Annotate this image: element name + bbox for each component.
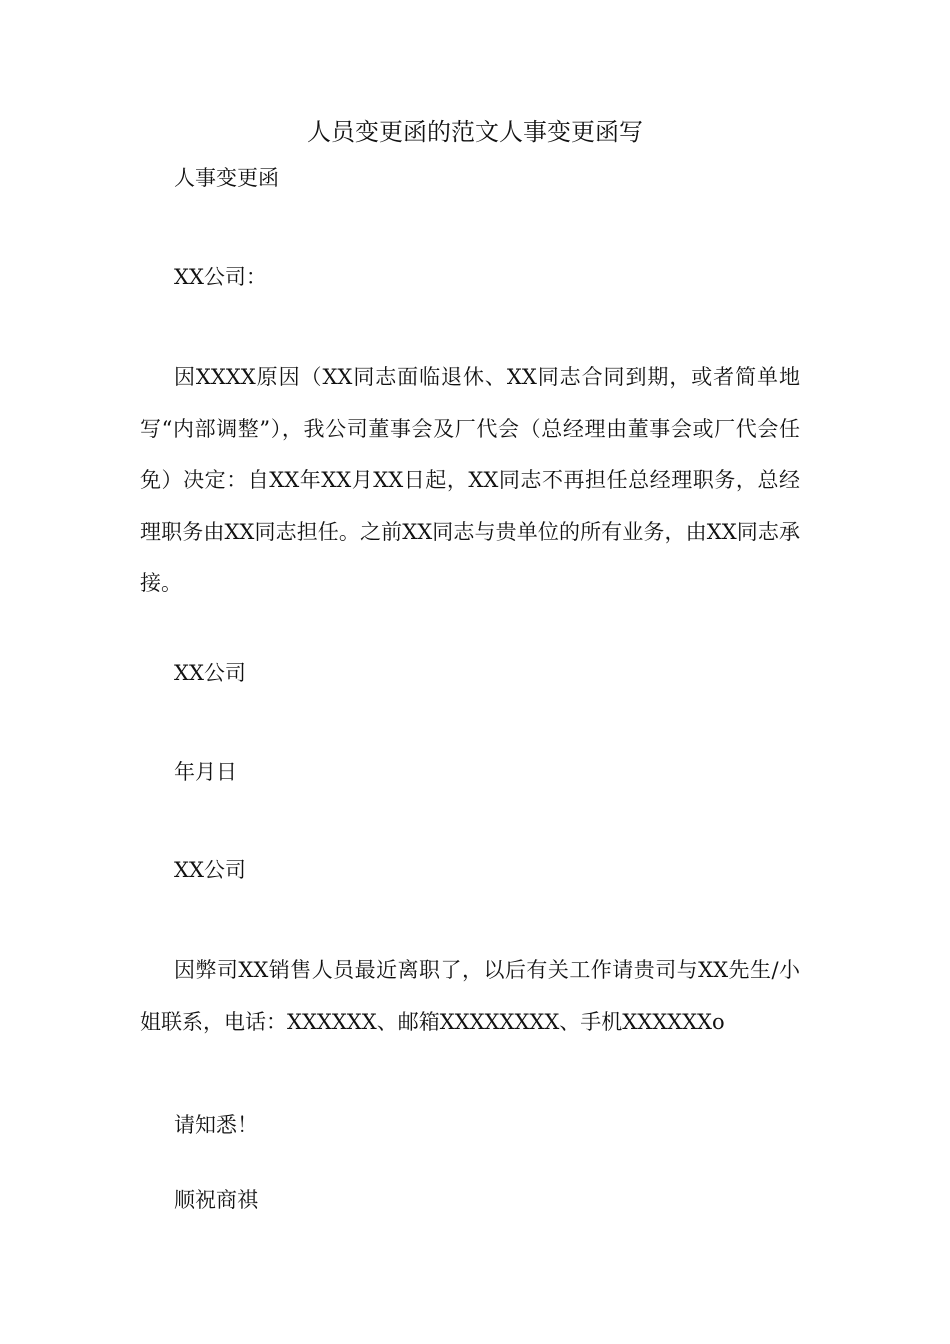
document-title: 人员变更函的范文人事变更函写 bbox=[307, 118, 643, 146]
salutation: XX公司： bbox=[174, 265, 267, 289]
closing-regards: 顺祝商祺 bbox=[174, 1188, 258, 1212]
signature-company: XX公司 bbox=[174, 661, 246, 685]
body-paragraph-2: 因弊司XX销售人员最近离职了，以后有关工作请贵司与XX先生/小姐联系，电话：XXXXXX、邮箱XXXXXXXX、手机XXXXXXo bbox=[140, 958, 800, 1034]
letter-heading: 人事变更函 bbox=[174, 166, 279, 190]
signature-date: 年月日 bbox=[174, 760, 237, 784]
body-paragraph-1: 因XXXX原因（XX同志面临退休、XX同志合同到期，或者简单地写“内部调整”），我公司董事会及厂代会（总经理由董事会或厂代会任免）决定：自XX年XX月XX日起，XX同志不再担任总经理职务，总经理职务由XX同志担任。之前XX同志与贵单位的所有业务，由XX同志承接。 bbox=[140, 365, 800, 595]
closing-notice: 请知悉！ bbox=[174, 1113, 258, 1137]
second-salutation: XX公司 bbox=[174, 858, 246, 882]
